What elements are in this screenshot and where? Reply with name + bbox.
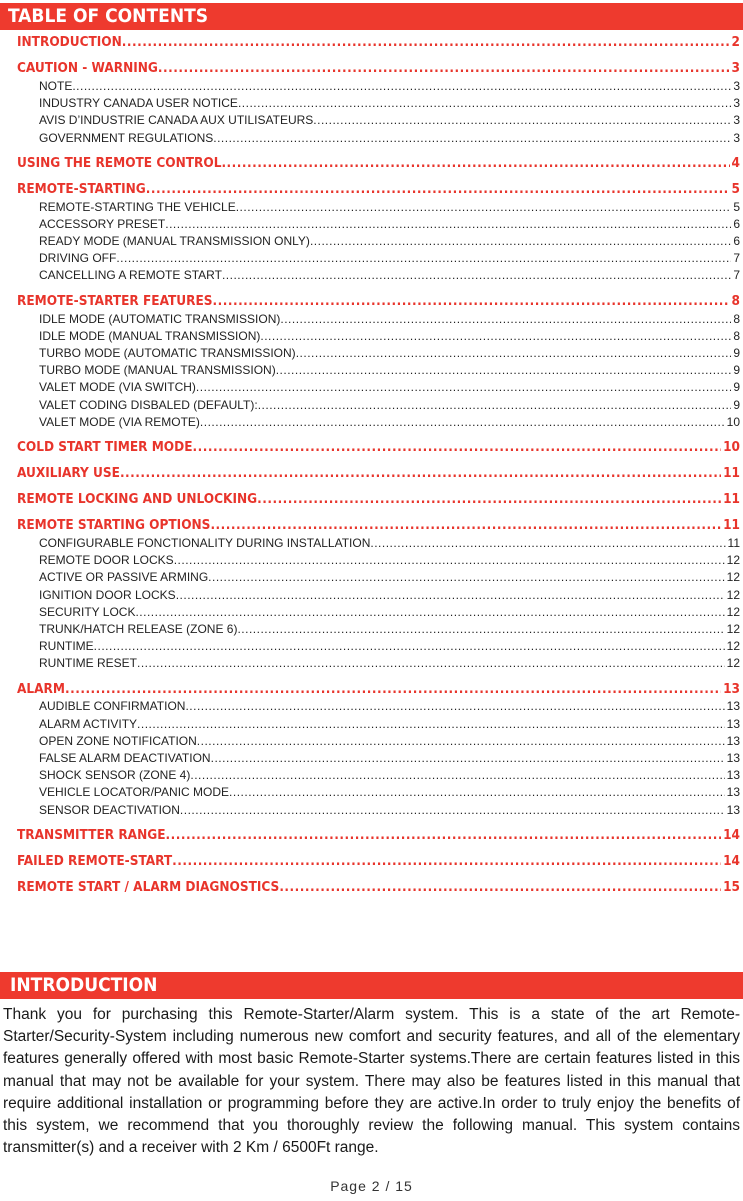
toc-dot-leader <box>166 826 722 845</box>
toc-dot-leader <box>172 852 721 871</box>
toc-entry-page: 12 <box>726 604 740 619</box>
toc-subsection-entry[interactable] <box>17 699 740 716</box>
toc-entry-title: VEHICLE LOCATOR/PANIC MODE <box>39 785 230 800</box>
toc-entry-page: 10 <box>726 414 740 429</box>
introduction-heading: INTRODUCTION <box>0 972 743 999</box>
toc-section-entry[interactable] <box>17 292 740 311</box>
toc-dot-leader <box>276 362 732 379</box>
toc-dot-leader <box>165 216 731 233</box>
toc-entry-title: IDLE MODE (AUTOMATIC TRANSMISSION) <box>39 311 281 326</box>
toc-section-entry[interactable] <box>17 826 740 845</box>
toc-entry-page: 13 <box>726 733 740 748</box>
toc-entry-title: USING THE REMOTE CONTROL <box>17 154 222 171</box>
toc-subsection-entry[interactable] <box>17 379 740 396</box>
toc-entry-page: 13 <box>723 680 740 697</box>
toc-subsection-entry[interactable] <box>17 587 740 604</box>
toc-entry-page: 2 <box>731 34 740 50</box>
toc-dot-leader <box>200 414 725 431</box>
toc-subsection-entry[interactable] <box>17 784 740 801</box>
toc-entry-title: NOTE <box>39 78 73 93</box>
toc-dot-leader <box>174 552 725 569</box>
toc-entry-page: 3 <box>733 130 740 145</box>
toc-dot-leader <box>208 569 724 586</box>
toc-entry-page: 12 <box>726 639 740 654</box>
toc-subsection-entry[interactable] <box>17 112 740 129</box>
toc-entry-title: AUDIBLE CONFIRMATION <box>39 699 186 714</box>
toc-dot-leader <box>370 535 725 552</box>
toc-dot-leader <box>221 154 729 173</box>
toc-entry-title: TRUNK/HATCH RELEASE (ZONE 6) <box>39 621 238 636</box>
toc-entry-title: COLD START TIMER MODE <box>17 439 193 455</box>
toc-dot-leader <box>310 233 731 250</box>
toc-heading: TABLE OF CONTENTS <box>0 3 743 30</box>
toc-entry-page: 13 <box>726 785 740 800</box>
toc-entry-page: 13 <box>726 751 740 766</box>
toc-entry-page: 7 <box>733 268 740 283</box>
toc-subsection-entry[interactable] <box>17 95 740 112</box>
toc-subsection-entry[interactable] <box>17 233 740 250</box>
toc-entry-page: 9 <box>733 380 740 395</box>
toc-subsection-entry[interactable] <box>17 535 740 552</box>
toc-dot-leader <box>313 112 731 129</box>
toc-subsection-entry[interactable] <box>17 414 740 431</box>
toc-section-entry[interactable] <box>17 180 740 199</box>
toc-entry-title: REMOTE-STARTING <box>17 180 146 197</box>
toc-subsection-entry[interactable] <box>17 655 740 672</box>
toc-entry-page: 8 <box>733 311 740 326</box>
toc-entry-title: OPEN ZONE NOTIFICATION <box>39 733 197 748</box>
toc-subsection-entry[interactable] <box>17 802 740 819</box>
toc-dot-leader <box>116 250 731 267</box>
toc-entry-page: 3 <box>733 78 740 93</box>
toc-entry-page: 13 <box>726 802 740 817</box>
toc-dot-leader <box>190 767 724 784</box>
toc-entry-page: 11 <box>723 465 740 481</box>
toc-subsection-entry[interactable] <box>17 397 740 414</box>
toc-entry-title: INDUSTRY CANADA USER NOTICE <box>39 96 238 111</box>
toc-dot-leader <box>260 328 731 345</box>
toc-dot-leader <box>176 587 725 604</box>
toc-subsection-entry[interactable] <box>17 250 740 267</box>
toc-subsection-entry[interactable] <box>17 716 740 733</box>
toc-entry-page: 12 <box>726 570 740 585</box>
toc-dot-leader <box>237 621 724 638</box>
toc-subsection-entry[interactable] <box>17 216 740 233</box>
toc-subsection-entry[interactable] <box>17 569 740 586</box>
toc-entry-title: INTRODUCTION <box>17 34 122 50</box>
toc-entry-page: 3 <box>731 60 740 76</box>
toc-entry-title: REMOTE STARTING OPTIONS <box>17 517 211 533</box>
toc-subsection-entry[interactable] <box>17 130 740 147</box>
toc-dot-leader <box>180 802 725 819</box>
toc-entry-page: 12 <box>726 553 740 568</box>
toc-entry-page: 12 <box>726 621 740 636</box>
toc-section-entry[interactable] <box>17 438 740 457</box>
toc-entry-title: REMOTE-STARTING THE VEHICLE <box>39 199 236 214</box>
toc-subsection-entry[interactable] <box>17 767 740 784</box>
toc-entry-title: ALARM <box>17 680 65 697</box>
toc-entry-title: REMOTE-STARTER FEATURES <box>17 292 213 309</box>
toc-dot-leader <box>280 311 731 328</box>
toc-subsection-entry[interactable] <box>17 621 740 638</box>
toc-entry-page: 13 <box>726 768 740 783</box>
toc-dot-leader <box>196 379 731 396</box>
toc-dot-leader <box>257 490 721 509</box>
toc-dot-leader <box>94 638 725 655</box>
toc-section-entry[interactable] <box>17 59 740 78</box>
toc-entry-page: 4 <box>731 154 740 171</box>
toc-section-entry[interactable] <box>17 516 740 535</box>
toc-entry-page: 6 <box>733 234 740 249</box>
toc-entry-page: 6 <box>733 216 740 231</box>
toc-dot-leader <box>279 878 721 897</box>
toc-entry-title: FAILED REMOTE-START <box>17 852 173 869</box>
toc-entry-title: READY MODE (MANUAL TRANSMISSION ONLY) <box>39 234 310 249</box>
toc-dot-leader <box>296 345 732 362</box>
toc-dot-leader <box>238 95 731 112</box>
toc-dot-leader <box>137 655 725 672</box>
toc-entry-page: 5 <box>733 199 740 214</box>
toc-entry-page: 9 <box>733 397 740 412</box>
toc-entry-title: SENSOR DEACTIVATION <box>39 802 180 817</box>
toc-entry-page: 12 <box>726 656 740 671</box>
toc-entry-title: CAUTION - WARNING <box>17 60 158 76</box>
toc-list <box>17 33 740 897</box>
toc-section-entry[interactable] <box>17 490 740 509</box>
toc-entry-page: 7 <box>733 251 740 266</box>
toc-dot-leader <box>197 733 725 750</box>
toc-entry-page: 15 <box>723 878 740 895</box>
toc-entry-page: 13 <box>726 699 740 714</box>
toc-entry-title: RUNTIME <box>39 639 94 654</box>
toc-subsection-entry[interactable] <box>17 733 740 750</box>
toc-entry-title: REMOTE START / ALARM DIAGNOSTICS <box>17 878 280 895</box>
toc-section-entry[interactable] <box>17 680 740 699</box>
toc-entry-title: VALET CODING DISBALED (DEFAULT): <box>39 397 258 412</box>
toc-entry-title: IGNITION DOOR LOCKS <box>39 587 176 602</box>
toc-dot-leader <box>229 784 725 801</box>
toc-entry-title: SHOCK SENSOR (ZONE 4) <box>39 768 191 783</box>
toc-subsection-entry[interactable] <box>17 345 740 362</box>
toc-subsection-entry[interactable] <box>17 552 740 569</box>
toc-dot-leader <box>210 516 721 535</box>
toc-entry-page: 3 <box>733 113 740 128</box>
toc-dot-leader <box>72 78 731 95</box>
toc-subsection-entry[interactable] <box>17 638 740 655</box>
toc-entry-title: TURBO MODE (MANUAL TRANSMISSION) <box>39 363 276 378</box>
toc-subsection-entry[interactable] <box>17 199 740 216</box>
toc-entry-title: RUNTIME RESET <box>39 656 138 671</box>
toc-subsection-entry[interactable] <box>17 78 740 95</box>
toc-entry-page: 11 <box>727 535 740 550</box>
toc-entry-page: 13 <box>726 716 740 731</box>
page-number: Page 2 / 15 <box>330 1178 413 1194</box>
toc-entry-page: 9 <box>733 346 740 361</box>
toc-entry-page: 8 <box>731 292 740 309</box>
toc-subsection-entry[interactable] <box>17 268 740 285</box>
introduction-body: Thank you for purchasing this Remote-Starter/Alarm system. This is a state of the art Remote-Starter/Security-System including numerous new comfort and security features, and all of the elementary features generally offered with most basic Remote-Starter systems.There are certain features listed in this manual that may not be available for your system. There may also be features listed in this manual that require additional installation or programming before they are active.In order to truly enjoy the benefits of this system, we recommend that you thoroughly review the following manual. This system contains transmitter(s) and a receiver with 2 Km / 6500Ft range. <box>3 1006 740 1157</box>
toc-entry-page: 9 <box>733 363 740 378</box>
toc-entry-title: ACTIVE OR PASSIVE ARMING <box>39 570 209 585</box>
toc-dot-leader <box>65 680 721 699</box>
toc-entry-title: CANCELLING A REMOTE START <box>39 268 222 283</box>
toc-dot-leader <box>213 292 730 311</box>
toc-entry-title: CONFIGURABLE FONCTIONALITY DURING INSTALLATION <box>39 535 371 550</box>
toc-dot-leader <box>185 699 724 716</box>
toc-section-entry[interactable] <box>17 878 740 897</box>
toc-entry-page: 5 <box>731 180 740 197</box>
toc-subsection-entry[interactable] <box>17 750 740 767</box>
toc-dot-leader <box>158 59 730 78</box>
toc-entry-page: 10 <box>723 439 740 455</box>
toc-dot-leader <box>120 464 721 483</box>
toc-entry-title: AVIS D’INDUSTRIE CANADA AUX UTILISATEURS <box>39 113 314 128</box>
toc-subsection-entry[interactable] <box>17 328 740 345</box>
toc-entry-title: FALSE ALARM DEACTIVATION <box>39 751 211 766</box>
toc-dot-leader <box>193 438 722 457</box>
toc-entry-title: DRIVING OFF <box>39 251 117 266</box>
toc-dot-leader <box>236 199 732 216</box>
toc-dot-leader <box>258 397 732 414</box>
toc-dot-leader <box>211 750 725 767</box>
toc-subsection-entry[interactable] <box>17 362 740 379</box>
toc-dot-leader <box>122 33 730 52</box>
toc-entry-title: IDLE MODE (MANUAL TRANSMISSION) <box>39 328 261 343</box>
toc-entry-page: 14 <box>723 826 740 843</box>
toc-entry-title: TURBO MODE (AUTOMATIC TRANSMISSION) <box>39 346 296 361</box>
toc-entry-title: ACCESSORY PRESET <box>39 216 166 231</box>
toc-dot-leader <box>135 604 724 621</box>
toc-section-entry[interactable] <box>17 33 740 52</box>
toc-entry-title: AUXILIARY USE <box>17 465 120 481</box>
toc-entry-title: ALARM ACTIVITY <box>39 716 138 731</box>
toc-entry-title: SECURITY LOCK <box>39 604 136 619</box>
toc-entry-title: REMOTE LOCKING AND UNLOCKING <box>17 491 258 507</box>
toc-entry-page: 3 <box>733 96 740 111</box>
toc-entry-page: 11 <box>723 517 740 533</box>
toc-entry-title: GOVERNMENT REGULATIONS <box>39 130 214 145</box>
toc-section-entry[interactable] <box>17 464 740 483</box>
toc-section-entry[interactable] <box>17 154 740 173</box>
toc-dot-leader <box>146 180 730 199</box>
toc-entry-title: VALET MODE (VIA SWITCH) <box>39 380 196 395</box>
toc-dot-leader <box>137 716 725 733</box>
toc-entry-title: TRANSMITTER RANGE <box>17 826 166 843</box>
toc-entry-title: VALET MODE (VIA REMOTE) <box>39 414 200 429</box>
toc-dot-leader <box>213 130 731 147</box>
toc-entry-page: 11 <box>723 491 740 507</box>
toc-section-entry[interactable] <box>17 852 740 871</box>
toc-entry-page: 12 <box>726 587 740 602</box>
toc-subsection-entry[interactable] <box>17 604 740 621</box>
toc-subsection-entry[interactable] <box>17 311 740 328</box>
toc-entry-page: 14 <box>723 852 740 869</box>
toc-entry-page: 8 <box>733 328 740 343</box>
toc-dot-leader <box>222 268 731 285</box>
toc-entry-title: REMOTE DOOR LOCKS <box>39 553 174 568</box>
